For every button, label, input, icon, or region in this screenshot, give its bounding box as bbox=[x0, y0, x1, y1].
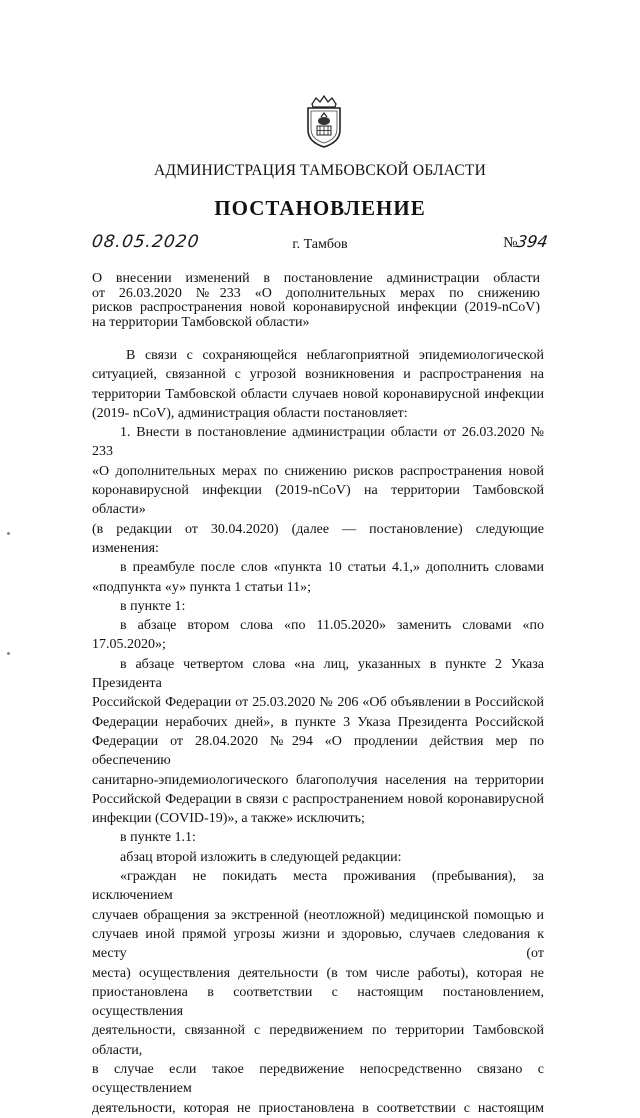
body-line: в пункте 1.1: bbox=[120, 830, 196, 846]
body-line: территории Тамбовской области случаев новой коронавирусной инфекции bbox=[92, 386, 544, 402]
subject-line: на территории Тамбовской области» bbox=[92, 314, 310, 330]
body-line: деятельности, которая не приостановлена в соответствии с настоящим bbox=[92, 1100, 544, 1116]
body-line: места) осуществления деятельности (в том числе работы), которая не bbox=[92, 965, 544, 981]
body-line: инфекции (COVID-19)», а также» исключить; bbox=[92, 811, 365, 827]
document-type-title: ПОСТАНОВЛЕНИЕ bbox=[214, 196, 426, 220]
scan-punch-mark bbox=[7, 652, 10, 655]
scan-punch-mark bbox=[7, 532, 10, 535]
body-line: «О дополнительных мерах по снижению рисков распространения новой bbox=[92, 463, 544, 479]
body-line: санитарно-эпидемиологического благополучия населения на территории bbox=[92, 772, 544, 788]
body-line: абзац второй изложить в следующей редакции: bbox=[120, 849, 402, 865]
body-line: в абзаце втором слова «по 11.05.2020» заменить словами «по 17.05.2020»; bbox=[92, 618, 544, 653]
body-line: «подпункта «у» пункта 1 статьи 11»; bbox=[92, 579, 311, 595]
body-line: в преамбуле после слов «пункта 10 статьи 4.1,» дополнить словами bbox=[120, 560, 544, 576]
body-line: Федерации нерабочих дней», в пункте 3 Указа Президента Российской bbox=[92, 714, 544, 730]
document-city: г. Тамбов bbox=[292, 237, 348, 252]
number-value: 394 bbox=[516, 232, 550, 251]
document-date: 08.05.2020 bbox=[90, 232, 201, 252]
body-line: ситуацией, связанной с угрозой возникновения и распространения на bbox=[92, 367, 544, 383]
body-line: Федерации от 28.04.2020 №294 «О продлении действия мер по обеспечению bbox=[92, 733, 544, 769]
body-line: Российской Федерации от 25.03.2020 № 206 «Об объявлении в Российской bbox=[92, 695, 544, 711]
subject-line: от 26.03.2020 №233 «О дополнительных мерах по снижению bbox=[92, 285, 540, 301]
body-line: деятельности, связанной с передвижением по территории Тамбовской области, bbox=[92, 1023, 544, 1058]
body-line: в случае если такое передвижение непосредственно связано с осуществлением bbox=[92, 1061, 544, 1097]
body-line: приостановлена в соответствии с настоящим постановлением, осуществления bbox=[92, 984, 544, 1020]
document-number bbox=[503, 232, 548, 252]
body-line: в абзаце четвертом слова «на лиц, указанных в пункте 2 Указа Президента bbox=[92, 656, 544, 692]
body-line: (в редакции от 30.04.2020) (далее — постановление) следующие изменения: bbox=[92, 521, 544, 556]
body-line: случаев обращения за экстренной (неотложной) медицинской помощью и bbox=[92, 907, 544, 923]
document-body bbox=[92, 346, 544, 1118]
body-line: «граждан не покидать места проживания (пребывания), за исключением bbox=[92, 869, 544, 904]
body-line: случаев иной прямой угрозы жизни и здоровью, случаев следования к месту (от bbox=[92, 926, 544, 962]
organization-name: АДМИНИСТРАЦИЯ ТАМБОВСКОЙ ОБЛАСТИ bbox=[154, 162, 486, 179]
body-line: (2019- nCoV), администрация области постановляет: bbox=[92, 405, 408, 421]
coat-of-arms-icon bbox=[302, 90, 346, 150]
document-subject bbox=[92, 272, 540, 330]
body-line: коронавирусной инфекции (2019-nCoV) на территории Тамбовской области» bbox=[92, 483, 544, 518]
body-line: В связи с сохраняющейся неблагоприятной эпидемиологической bbox=[126, 348, 544, 363]
number-prefix: № bbox=[503, 235, 518, 251]
body-line: Российской Федерации в связи с распространением новой коронавирусной bbox=[92, 791, 544, 807]
subject-line: О внесении изменений в постановление администрации области bbox=[92, 271, 540, 286]
body-line: в пункте 1: bbox=[120, 598, 186, 614]
body-line: 1. Внести в постановление администрации области от 26.03.2020 № 233 bbox=[92, 425, 544, 460]
subject-line: рисков распространения новой коронавирусной инфекции (2019-nCoV) bbox=[92, 300, 540, 316]
